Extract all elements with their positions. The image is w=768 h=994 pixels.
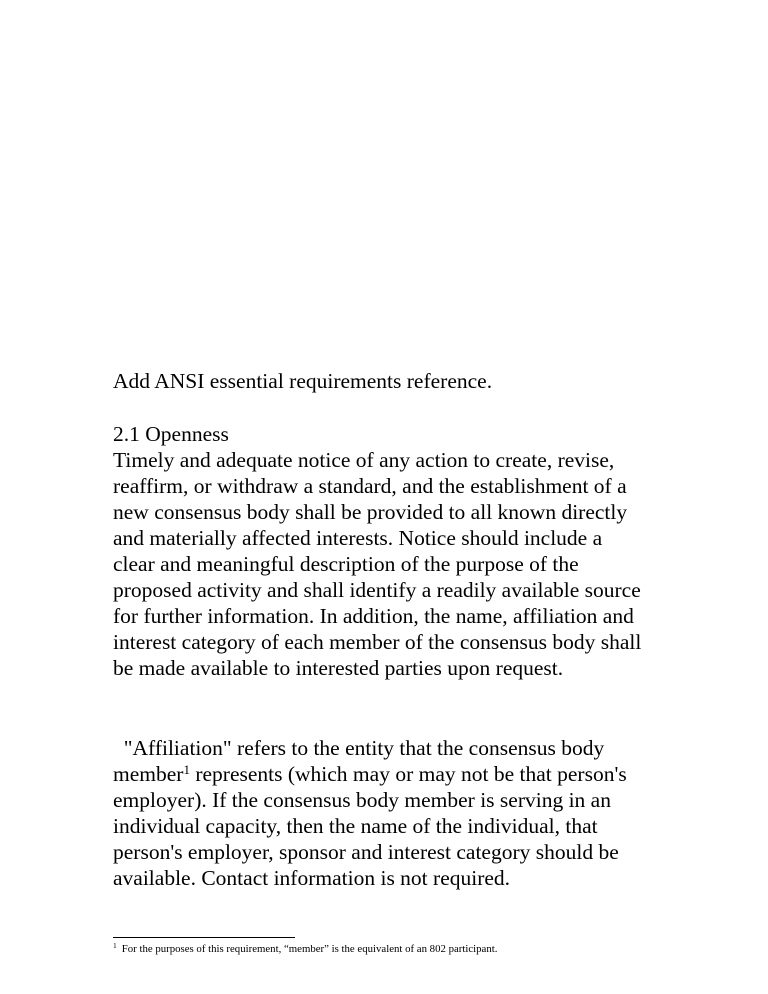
footnote-number: 1 — [113, 941, 117, 950]
footnote — [113, 942, 713, 956]
section-openness — [113, 421, 643, 681]
section-heading: 2.1 Openness — [113, 422, 229, 446]
affiliation-lead: "Affiliation" refers to the entity that the consensus body member — [113, 736, 605, 786]
intro-note: Add ANSI essential requirements reference. — [113, 369, 493, 393]
affiliation-paragraph — [113, 735, 643, 891]
footnote-separator — [113, 937, 295, 938]
footnote-text: For the purposes of this requirement, “member” is the equivalent of an 802 participant. — [121, 943, 498, 955]
footnote-reference: 1 — [183, 762, 190, 777]
section-body: Timely and adequate notice of any action to create, revise, reaffirm, or withdraw a standard, and the establishment of a new consensus body shall be provided to all known directly and materially affected interests. Notice should include a clear and meaningful description of the purpose of the proposed activity and shall identify a readily available source for further information. In addition, the name, affiliation and interest category of each member of the consensus body shall be made available to interested parties upon request. — [113, 448, 642, 680]
affiliation-rest: represents (which may or may not be that person's employer). If the consensus body member is serving in an individual capacity, then the name of the individual, that person's employer, sponsor and interest category should be available. Contact information is not required. — [113, 762, 627, 890]
